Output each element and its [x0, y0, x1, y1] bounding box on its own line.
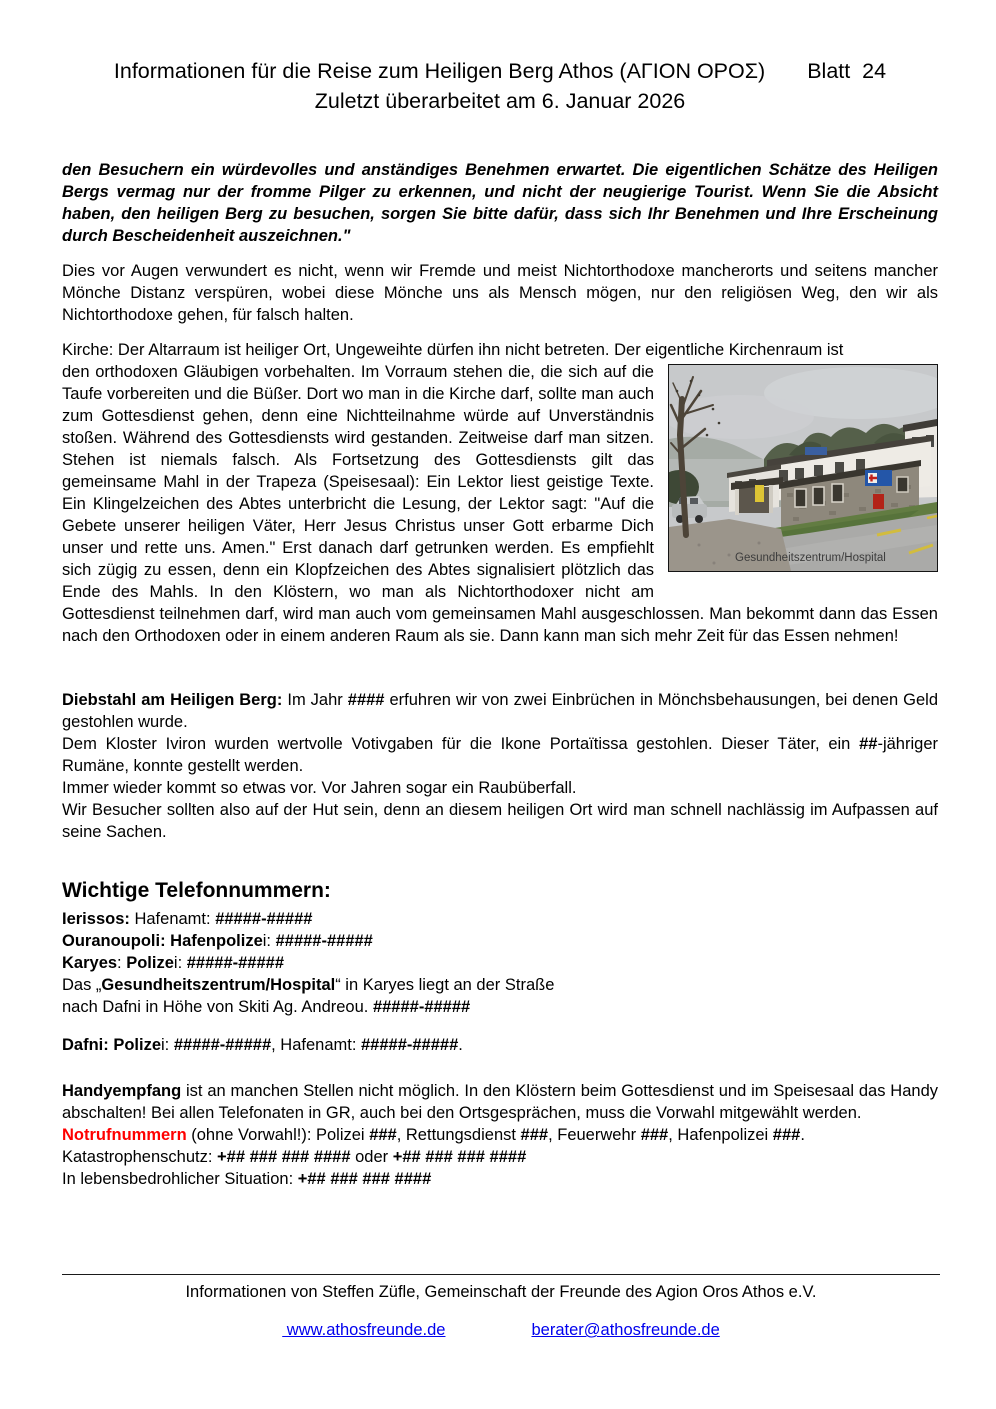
section-telefonnummern [62, 877, 938, 1056]
website-link[interactable]: www.athosfreunde.de [282, 1321, 446, 1339]
telefon-line-dafni: Dafni: Polizei: #####-#####, Hafenamt: #####-#####. [62, 1036, 463, 1054]
photo-caption: Gesundheitszentrum/Hospital [735, 552, 886, 564]
telefon-heading: Wichtige Telefonnummern: [62, 879, 331, 902]
telefon-line-andreou: nach Dafni in Höhe von Skiti Ag. Andreou. #####-##### [62, 998, 471, 1016]
notruf-line: Notrufnummern (ohne Vorwahl!): Polizei ###, Rettungsdienst ###, Feuerwehr ###, Hafenpolizei ###. [62, 1126, 805, 1144]
kirche-body-text: den orthodoxen Gläubigen vorbehalten. Im Vorraum stehen die, die sich auf die Taufe vorbereiten und die Büßer. Dort wo man in die Kirche darf, sollte man auch zum Gottesdienst gehen, denn eine Nichtteilnahme würde auf Unverständnis stoßen. Während des Gottesdiensts wird gestanden. Zeitweise darf man sitzen. Stehen ist niemals falsch. Als Fortsetzung des Gottesdiensts gilt das gemeinsame Mahl in der Trapeza (Speisesaal): Ein Lektor liest geistige Texte. Ein Klingelzeichen des Abtes unterbricht die Lesung, der Lektor sagt: "Auf die Gebete unserer heiligen Väter, Herr Jesus Christus unser Gott erbarme Dich unser und rette uns. Amen." Erst danach darf getrunken werden. Es empfiehlt sich zügig zu essen, denn ein Klopfzeichen des Abtes signalisiert plötzlich das Ende des Mahls. In den Klöstern, wo man als Nichtorthodoxer nicht am Gottesdienst teilnehmen darf, wird man auch vom gemeinsamen Mahl ausgeschlossen. Man bekommt dann das Essen nach den Orthodoxen oder in einem anderen Raum als sie. Dann kann man sich mehr Zeit für das Essen nehmen! [62, 363, 938, 645]
lebensbedrohlich-line: In lebensbedrohlicher Situation: +## ### ### #### [62, 1170, 432, 1188]
page-title: Informationen für die Reise zum Heiligen Berg Athos (ΑΓΙΟΝ ΟΡΟΣ) [113, 59, 766, 83]
page-subtitle: Zuletzt überarbeitet am 6. Januar 2026 [314, 89, 686, 113]
diebstahl-line: Dem Kloster Iviron wurden wertvolle Votivgaben für die Ikone Portaïtissa gestohlen. Dieser Täter, ein ##-jähriger Rumäne, konnte gestellt werden. [62, 735, 938, 775]
diebstahl-line: Immer wieder kommt so etwas vor. Vor Jahren sogar ein Raubüberfall. [62, 779, 577, 797]
sheet-number: Blatt 24 [807, 59, 887, 83]
diebstahl-line: Diebstahl am Heiligen Berg: Im Jahr #### erfuhren wir von zwei Einbrüchen in Mönchsbehausungen, bei denen Geld gestohlen wurde. [62, 691, 939, 731]
katastrophenschutz-line: Katastrophenschutz: +## ### ### #### oder +## ### ### #### [62, 1148, 527, 1166]
section-handyempfang [62, 1080, 938, 1190]
telefon-line-karyes: Karyes: Polizei: #####-##### [62, 954, 285, 972]
handy-paragraph: Handyempfang ist an manchen Stellen nicht möglich. In den Klöstern beim Gottesdienst und im Speisesaal das Handy abschalten! Bei allen Telefonaten in GR, auch bei den Ortsgesprächen, muss die Vorwahl mitgewählt werden. [62, 1082, 938, 1122]
footer-links [62, 1319, 940, 1341]
quote-paragraph: den Besuchern ein würdevolles und anständiges Benehmen erwartet. Die eigentlichen Schätze des Heiligen Bergs vermag nur der fromme Pilger zu erkennen, und nicht der neugierige Tourist. Wenn Sie die Absicht haben, den heiligen Berg zu besuchen, sorgen Sie bitte dafür, dass sich Ihr Benehmen und Ihre Erscheinung durch Bescheidenheit auszeichnen." [62, 161, 938, 245]
footer-info: Informationen von Steffen Züfle, Gemeinschaft der Freunde des Agion Oros Athos e.V. [185, 1283, 817, 1301]
paragraph-kirche-main [62, 361, 938, 647]
telefon-line-ouranoupoli: Ouranoupoli: Hafenpolizei: #####-##### [62, 932, 373, 950]
diebstahl-line: Wir Besucher sollten also auf der Hut sein, denn an diesem heiligen Ort wird man schnell nachlässig im Aufpassen auf seine Sachen. [62, 801, 938, 841]
section-diebstahl [62, 689, 938, 843]
telefon-line-ierissos: Ierissos: Hafenamt: #####-##### [62, 910, 313, 928]
title-line [62, 56, 938, 86]
email-link[interactable]: berater@athosfreunde.de [531, 1321, 720, 1339]
hospital-photo [668, 364, 938, 572]
page-header [62, 0, 938, 116]
paragraph-kirche-intro: Kirche: Der Altarraum ist heiliger Ort, Ungeweihte dürfen ihn nicht betreten. Der eigentliche Kirchenraum ist [62, 341, 844, 359]
telefon-line-gesundheitszentrum: Das „Gesundheitszentrum/Hospital“ in Karyes liegt an der Straße [62, 976, 555, 994]
paragraph-distanz: Dies vor Augen verwundert es nicht, wenn wir Fremde und meist Nichtorthodoxe mancherorts und seitens mancher Mönche Distanz verspüren, wobei diese Mönche uns als Mensch mögen, nur den religiösen Weg, den wir als Nichtorthodoxe gehen, für falsch halten. [62, 262, 938, 324]
footer [62, 1274, 940, 1341]
